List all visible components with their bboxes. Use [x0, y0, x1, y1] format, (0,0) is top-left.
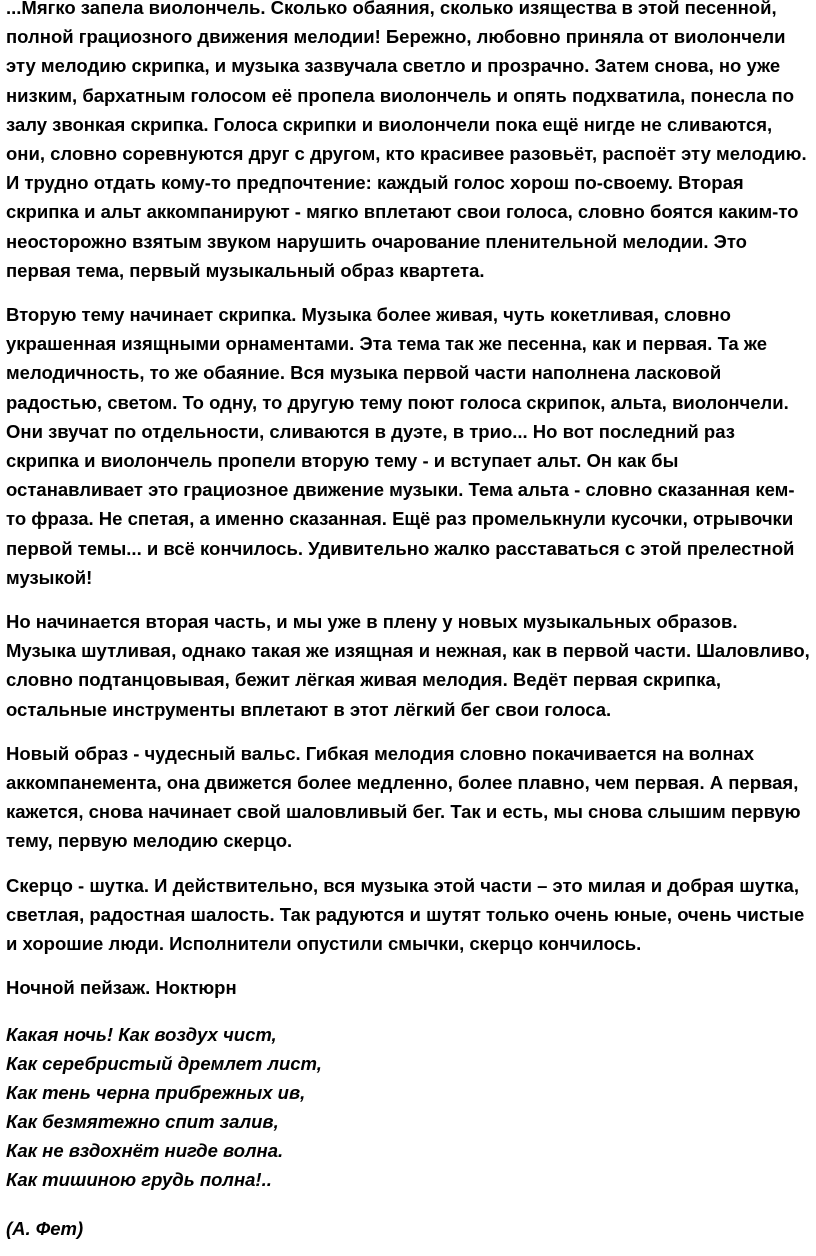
section-heading: Ночной пейзаж. Ноктюрн — [6, 977, 237, 999]
poem-line: Какая ночь! Как воздух чист, — [6, 1023, 277, 1045]
paragraph-5: Скерцо - шутка. И действительно, вся музыка этой части – это милая и добрая шутка, светлая, радостная шалость. Так радуются и шутят только очень юные, очень чистые и хорошие люди. Исполнители опустили смычки, скерцо кончилось. — [6, 874, 805, 955]
poem-line: Как серебристый дремлет лист, — [6, 1052, 322, 1074]
poem-line: Как тишиною грудь полна!.. — [6, 1169, 272, 1191]
paragraph-1: ...Мягко запела виолончель. Сколько обаяния, сколько изящества в этой песенной, полной грациозного движения мелодии! Бережно, любовно приняла от виолончели эту мелодию скрипка, и музыка зазвучала светло и прозрачно. Затем снова, но уже низким, бархатным голосом её пропела виолончель и опять подхватила, понесла по залу звонкая скрипка. Голоса скрипки и виолончели пока ещё нигде не сливаются, они, словно соревнуются друг с другом, кто красивее разовьёт, распоёт эту мелодию. И трудно отдать кому-то предпочтение: каждый голос хорош по-своему. Вторая скрипка и альт аккомпанируют - мягко вплетают свои голоса, словно боятся каким-то неосторожно взятым звуком нарушить очарование пленительной мелодии. Это первая тема, первый музыкальный образ квартета. — [6, 0, 807, 281]
poem-author: (А. Фет) — [6, 1217, 84, 1239]
poem-line: Как не вздохнёт нигде волна. — [6, 1140, 284, 1162]
poem-line: Как тень черна прибрежных ив, — [6, 1081, 306, 1103]
paragraph-3: Но начинается вторая часть, и мы уже в плену у новых музыкальных образов. Музыка шутливая, однако такая же изящная и нежная, как в первой части. Шаловливо, словно подтанцовывая, бежит лёгкая живая мелодия. Ведёт первая скрипка, остальные инструменты вплетают в этот лёгкий бег свои голоса. — [6, 611, 810, 720]
paragraph-4: Новый образ - чудесный вальс. Гибкая мелодия словно покачивается на волнах аккомпанемента, она движется более медленно, более плавно, чем первая. А первая, кажется, снова начинает свой шаловливый бег. Так и есть, мы снова слышим первую тему, первую мелодию скерцо. — [6, 742, 801, 852]
poem — [6, 1020, 812, 1195]
poem-line: Как безмятежно спит залив, — [6, 1111, 279, 1133]
paragraph-2: Вторую тему начинает скрипка. Музыка более живая, чуть кокетливая, словно украшенная изящными орнаментами. Эта тема так же песенна, как и первая. Та же мелодичность, то же обаяние. Вся музыка первой части наполнена ласковой радостью, светом. То одну, то другую тему поют голоса скрипок, альта, виолончели. Они звучат по отдельности, сливаются в дуэте, в трио... Но вот последний раз скрипка и виолончель пропели вторую тему - и вступает альт. Он как бы останавливает это грациозное движение музыки. Тема альта - словно сказанная кем-то фраза. Не спетая, а именно сказанная. Ещё раз промелькнули кусочки, отрывочки первой темы... и всё кончилось. Удивительно жалко расставаться с этой прелестной музыкой! — [6, 304, 795, 588]
